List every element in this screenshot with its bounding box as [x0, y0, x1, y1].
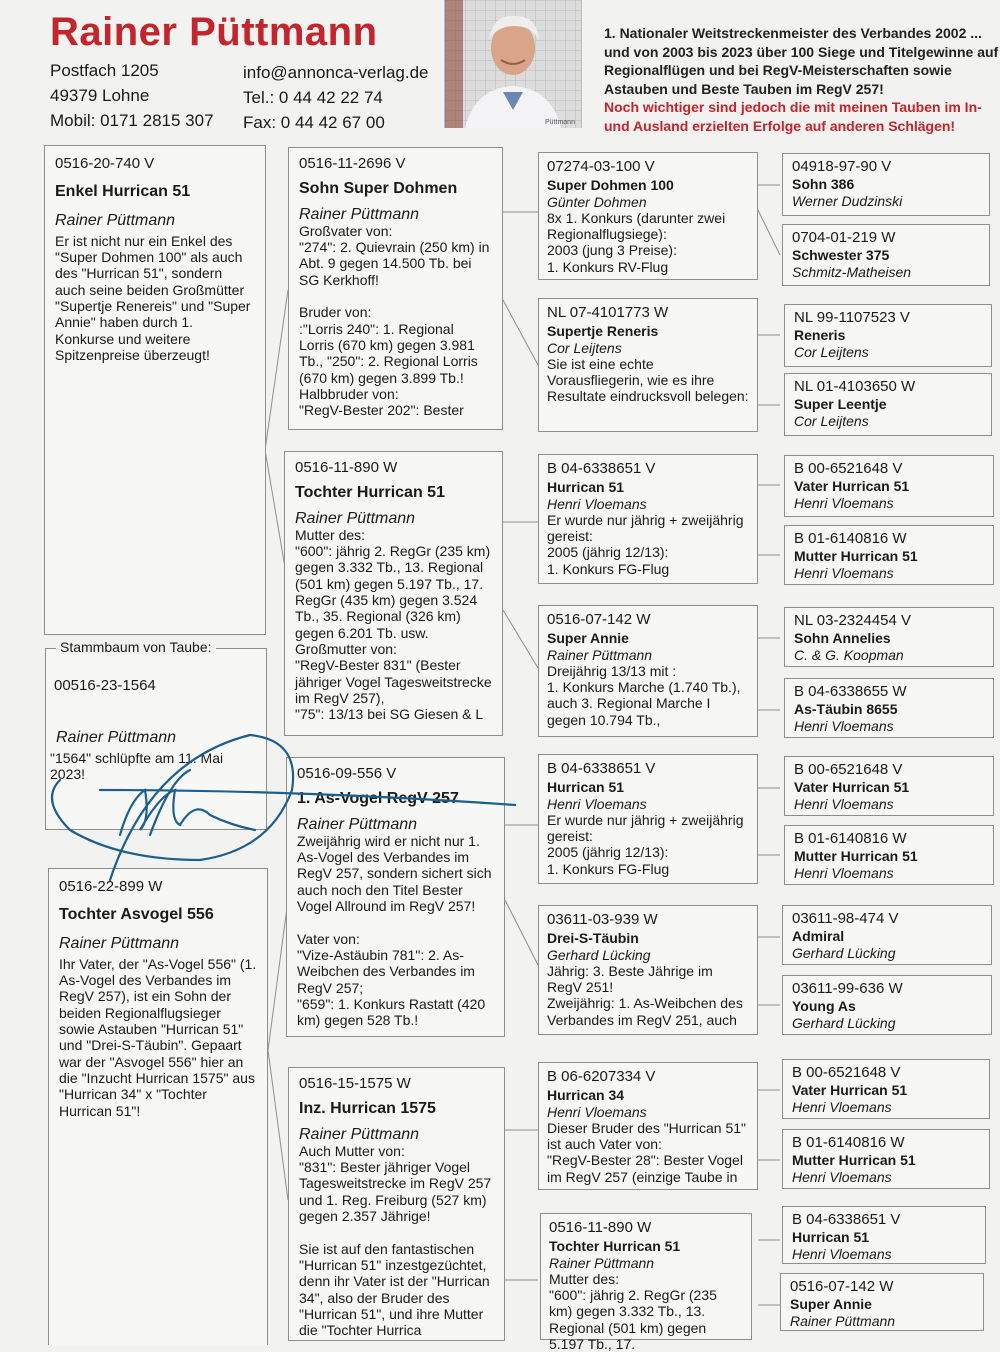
gen3-card-3: [538, 454, 758, 584]
ring-number: 0516-07-142 W: [547, 611, 651, 628]
ring-number: B 01-6140816 W: [794, 830, 907, 847]
ring-number: 07274-03-100 V: [547, 158, 655, 175]
pigeon-name: Supertje Reneris: [547, 323, 659, 340]
ring-number: B 00-6521648 V: [792, 1064, 901, 1081]
ring-number: B 04-6338651 V: [547, 760, 656, 777]
ring-number: B 04-6338651 V: [792, 1211, 901, 1228]
pigeon-name: Sohn 386: [792, 176, 855, 193]
gen4-card-1: [782, 153, 990, 216]
pigeon-description: Er ist nicht nur ein Enkel des "Super Dohmen 100" als auch des "Hurrican 51", sondern auch seine beiden Großmütter "Supertje Renereis" und "Super Annie" haben durch 1. Konkurse und weitere Spitzenpreise überzeugt!: [55, 232, 251, 363]
grandparent-card-4: [288, 1067, 505, 1341]
gen4-card-15: [782, 1206, 986, 1264]
portrait-image: [445, 0, 581, 128]
ring-number: 0516-22-899 W: [59, 878, 163, 895]
pigeon-description: Sie ist eine echte Vorausfliegerin, wie es ihre Resultate eindrucksvoll belegen:: [547, 355, 749, 405]
gen4-card-3: [784, 304, 992, 367]
pigeon-name: Tochter Hurrican 51: [295, 484, 445, 502]
ring-number: 0516-07-142 W: [790, 1278, 894, 1295]
mobile-number: Mobil: 0171 2815 307: [50, 111, 214, 130]
owner-name: Rainer Püttmann: [299, 205, 420, 223]
ring-number: 0516-15-1575 W: [299, 1075, 411, 1092]
owner-name: Henri Vloemans: [794, 795, 894, 812]
subject-note: "1564" schlüpfte am 11. Mai 2023!: [50, 750, 224, 782]
owner-name: Henri Vloemans: [794, 864, 894, 881]
gen4-card-12: [782, 975, 992, 1035]
gen4-card-5: [784, 455, 994, 517]
grandparent-card-3: [286, 757, 505, 1037]
pigeon-description: Jährig: 3. Beste Jährige im RegV 251! Zweijährig: 1. As-Weibchen des Verbandes im RegV 251, auch: [547, 962, 743, 1028]
owner-name: Henri Vloemans: [547, 1103, 647, 1120]
pigeon-name: Hurrican 51: [547, 479, 625, 496]
ring-number: 0516-11-890 W: [295, 459, 398, 476]
gen4-card-16: [780, 1273, 984, 1331]
pigeon-description: Er wurde nur jährig + zweijährig gereist: 2005 (jährig 12/13): 1. Konkurs FG-Flug: [547, 511, 744, 577]
pigeon-description: Mutter des: "600": jährig 2. RegGr (235 km) gegen 3.332 Tb., 13. Regional (501 km) gegen 5.197 Tb., 17. RegGr (435 km) gegen 3.524 Tb., 35. Regional (326 km) gegen 6.201 Tb. usw. Großmutter von: "RegV-Bester 831" (Bester jähriger Vogel Tagesweitstrecke im RegV 257), "75": 13/13 bei SG Giesen & L: [295, 526, 492, 723]
gen4-card-14: [782, 1129, 990, 1189]
gen3-card-8: [540, 1213, 752, 1352]
owner-name: Cor Leijtens: [794, 343, 869, 360]
owner-name: Günter Dohmen: [547, 193, 647, 210]
ring-number: NL 07-4101773 W: [547, 304, 669, 321]
ring-number: 03611-98-474 V: [792, 910, 899, 927]
pigeon-name: Vater Hurrican 51: [794, 478, 910, 495]
owner-name: Henri Vloemans: [792, 1168, 892, 1185]
pigeon-name: Super Annie: [790, 1296, 872, 1313]
phone-number: Tel.: 0 44 42 22 74: [243, 88, 383, 107]
fax-number: Fax: 0 44 42 67 00: [243, 113, 385, 132]
pigeon-name: Admiral: [792, 928, 845, 945]
father-card: [44, 145, 266, 635]
ring-number: 0516-09-556 V: [297, 765, 397, 782]
subject-owner: Rainer Püttmann: [56, 729, 177, 746]
gen3-card-6: [538, 905, 758, 1035]
gen3-card-5: [538, 754, 758, 884]
owner-name: Rainer Püttmann: [59, 934, 180, 952]
pigeon-description: Dieser Bruder des "Hurrican 51" ist auch Vater von: "RegV-Bester 28": Bester Vogel im RegV 257 (einzige Taube in: [547, 1119, 747, 1185]
pigeon-name: Super Leentje: [794, 396, 887, 413]
contact-block: [243, 60, 429, 135]
breeder-photo: [444, 0, 582, 128]
grandparent-card-2: [284, 451, 503, 736]
pigeon-name: Inz. Hurrican 1575: [299, 1100, 436, 1118]
pigeon-name: Hurrican 51: [547, 779, 625, 796]
pigeon-name: Young As: [792, 998, 856, 1015]
svg-text:Püttmann: Püttmann: [545, 119, 575, 126]
gen4-card-8: [784, 678, 994, 738]
owner-name: Rainer Püttmann: [295, 509, 416, 527]
pigeon-description: Auch Mutter von: "831": Bester jähriger Vogel Tagesweitstrecke im RegV 257 und 1. Reg. Freiburg (527 km) gegen 2.357 Jährige! Sie ist auf den fantastischen "Hurrican 51" inzestgezüchtet, denn ihr Vater ist der "Hurrican 34", also der Bruder des "Hurrican 51", und ihre Mutter die "Tochter Hurrica: [299, 1142, 492, 1339]
ring-number: 03611-03-939 W: [547, 911, 658, 928]
ring-number: B 00-6521648 V: [794, 761, 903, 778]
pigeon-description: Mutter des: "600": jährig 2. RegGr (235 km) gegen 3.332 Tb., 13. Regional (501 km) gegen 5.197 Tb., 17.: [549, 1270, 717, 1352]
owner-name: Rainer Püttmann: [297, 815, 418, 833]
ring-number: 0516-20-740 V: [55, 155, 155, 172]
owner-name: Henri Vloemans: [792, 1098, 892, 1115]
pigeon-name: Vater Hurrican 51: [794, 779, 910, 796]
pigeon-name: As-Täubin 8655: [794, 701, 898, 718]
pigeon-name: Vater Hurrican 51: [792, 1082, 908, 1099]
pigeon-name: Hurrican 51: [792, 1229, 870, 1246]
email-address[interactable]: info@annonca-verlag.de: [243, 63, 429, 82]
pigeon-name: 1. As-Vogel RegV 257: [297, 790, 459, 808]
promo-achievements: 1. Nationaler Weitstreckenmeister des Verbandes 2002 ... und von 2003 bis 2023 über 100 Siege und Titelgewinne auf Regionalflügen und bei RegV-Meisterschaften sowie Astauben und Beste Tauben im RegV 257!: [604, 25, 999, 97]
owner-name: Schmitz-Matheisen: [792, 263, 912, 280]
owner-name: Gerhard Lücking: [792, 1014, 896, 1031]
gen4-card-4: [784, 373, 992, 436]
pigeon-name: Super Dohmen 100: [547, 177, 674, 194]
owner-name: Gerhard Lücking: [547, 946, 651, 963]
pigeon-name: Mutter Hurrican 51: [794, 848, 918, 865]
ring-number: 0704-01-219 W: [792, 229, 896, 246]
ring-number: 04918-97-90 V: [792, 158, 892, 175]
gen4-card-13: [782, 1059, 990, 1119]
owner-name: Rainer Püttmann: [547, 646, 653, 663]
owner-name: C. & G. Koopman: [794, 646, 904, 663]
gen4-card-2: [782, 224, 990, 286]
ring-number: 0516-11-890 W: [549, 1219, 652, 1236]
gen4-card-10: [784, 825, 994, 885]
gen3-card-4: [538, 605, 758, 737]
pigeon-name: Sohn Annelies: [794, 630, 891, 647]
pigeon-description: Er wurde nur jährig + zweijährig gereist: 2005 (jährig 12/13): 1. Konkurs FG-Flug: [547, 811, 744, 877]
pigeon-description: 8x 1. Konkurs (darunter zwei Regionalflugsiege): 2003 (jung 3 Preise): 1. Konkurs RV-Flug: [547, 209, 726, 275]
owner-name: Henri Vloemans: [547, 495, 647, 512]
gen3-card-1: [538, 152, 758, 280]
promo-text: [604, 24, 1000, 135]
owner-name: Gerhard Lücking: [792, 944, 896, 961]
owner-name: Rainer Püttmann: [549, 1254, 655, 1271]
pigeon-name: Tochter Hurrican 51: [549, 1238, 681, 1255]
ring-number: B 01-6140816 W: [792, 1134, 905, 1151]
pigeon-name: Sohn Super Dohmen: [299, 180, 458, 198]
pigeon-name: Mutter Hurrican 51: [794, 548, 918, 565]
owner-name: Werner Dudzinski: [792, 192, 903, 209]
owner-name: Rainer Püttmann: [55, 211, 176, 229]
subject-ring-number: 00516-23-1564: [54, 677, 156, 694]
gen4-card-6: [784, 525, 994, 585]
ring-number: NL 99-1107523 V: [794, 309, 910, 326]
ring-number: 0516-11-2696 V: [299, 155, 406, 172]
subject-label: Stammbaum von Taube:: [56, 639, 216, 655]
pigeon-name: Tochter Asvogel 556: [59, 906, 214, 924]
ring-number: B 04-6338655 W: [794, 683, 907, 700]
owner-name: Henri Vloemans: [794, 564, 894, 581]
address-block: [50, 58, 214, 133]
gen4-card-7: [784, 607, 994, 667]
owner-name: Rainer Püttmann: [790, 1312, 896, 1329]
address-line-1: Postfach 1205: [50, 61, 159, 80]
pigeon-name: Schwester 375: [792, 247, 890, 264]
pigeon-description: Ihr Vater, der "As-Vogel 556" (1. As-Vogel des Verbandes im RegV 257), ist ein Sohn der beiden Regionalflugsieger sowie Astauben "Hurrican 51" und "Drei-S-Täubin". Gepaart war der "Asvogel 556" hier an die "Inzucht Hurrican 1575" aus "Hurrican 34" x "Tochter Hurrican 51"!: [59, 955, 257, 1119]
ring-number: 03611-99-636 W: [792, 980, 903, 997]
gen4-card-11: [782, 905, 992, 965]
address-line-2: 49379 Lohne: [50, 86, 150, 105]
ring-number: B 01-6140816 W: [794, 530, 907, 547]
pigeon-name: Drei-S-Täubin: [547, 930, 639, 947]
owner-name: Henri Vloemans: [794, 494, 894, 511]
pigeon-name: Mutter Hurrican 51: [792, 1152, 916, 1169]
gen4-card-9: [784, 756, 994, 816]
pigeon-description: Großvater von: "274": 2. Quievrain (250 km) in Abt. 9 gegen 14.500 Tb. bei SG Kerkhoff! Bruder von: :"Lorris 240": 1. Regional Lorris (670 km) gegen 3.981 Tb., "250": 2. Regional Lorris (670 km) gegen 3.899 Tb.! Halbbruder von: "RegV-Bester 202": Bester: [299, 222, 490, 419]
breeder-name: Rainer Püttmann: [50, 10, 378, 54]
owner-name: Henri Vloemans: [547, 795, 647, 812]
ring-number: NL 03-2324454 V: [794, 612, 912, 629]
gen3-card-7: [538, 1062, 758, 1190]
owner-name: Rainer Püttmann: [299, 1125, 420, 1143]
owner-name: Henri Vloemans: [792, 1245, 892, 1262]
pigeon-name: Reneris: [794, 327, 846, 344]
pigeon-name: Hurrican 34: [547, 1087, 625, 1104]
owner-name: Cor Leijtens: [794, 412, 869, 429]
pigeon-description: Dreijährig 13/13 mit : 1. Konkurs Marche (1.740 Tb.), auch 3. Regional Marche I gegen 10.794 Tb.,: [547, 662, 741, 728]
mother-card: [48, 868, 268, 1345]
ring-number: NL 01-4103650 W: [794, 378, 916, 395]
gen3-card-2: [538, 298, 758, 432]
ring-number: B 06-6207334 V: [547, 1068, 656, 1085]
promo-highlight: Noch wichtiger sind jedoch die mit meinen Tauben im In- und Ausland erzielten Erfolge auf anderen Schlägen!: [604, 99, 982, 134]
pigeon-name: Super Annie: [547, 630, 629, 647]
owner-name: Henri Vloemans: [794, 717, 894, 734]
grandparent-card-1: [288, 147, 503, 430]
subject-card: [45, 639, 267, 830]
owner-name: Cor Leijtens: [547, 339, 622, 356]
ring-number: B 04-6338651 V: [547, 460, 656, 477]
pigeon-name: Enkel Hurrican 51: [55, 183, 191, 201]
ring-number: B 00-6521648 V: [794, 460, 903, 477]
pigeon-description: Zweijährig wird er nicht nur 1. As-Vogel des Verbandes im RegV 257, sondern sichert sich auch noch den Titel Bester Vogel Allround im RegV 257! Vater von: "Vize-Astäubin 781": 2. As-Weibchen des Verbandes im RegV 257; "659": 1. Konkurs Rastatt (420 km) gegen 528 Tb.!: [297, 832, 492, 1029]
